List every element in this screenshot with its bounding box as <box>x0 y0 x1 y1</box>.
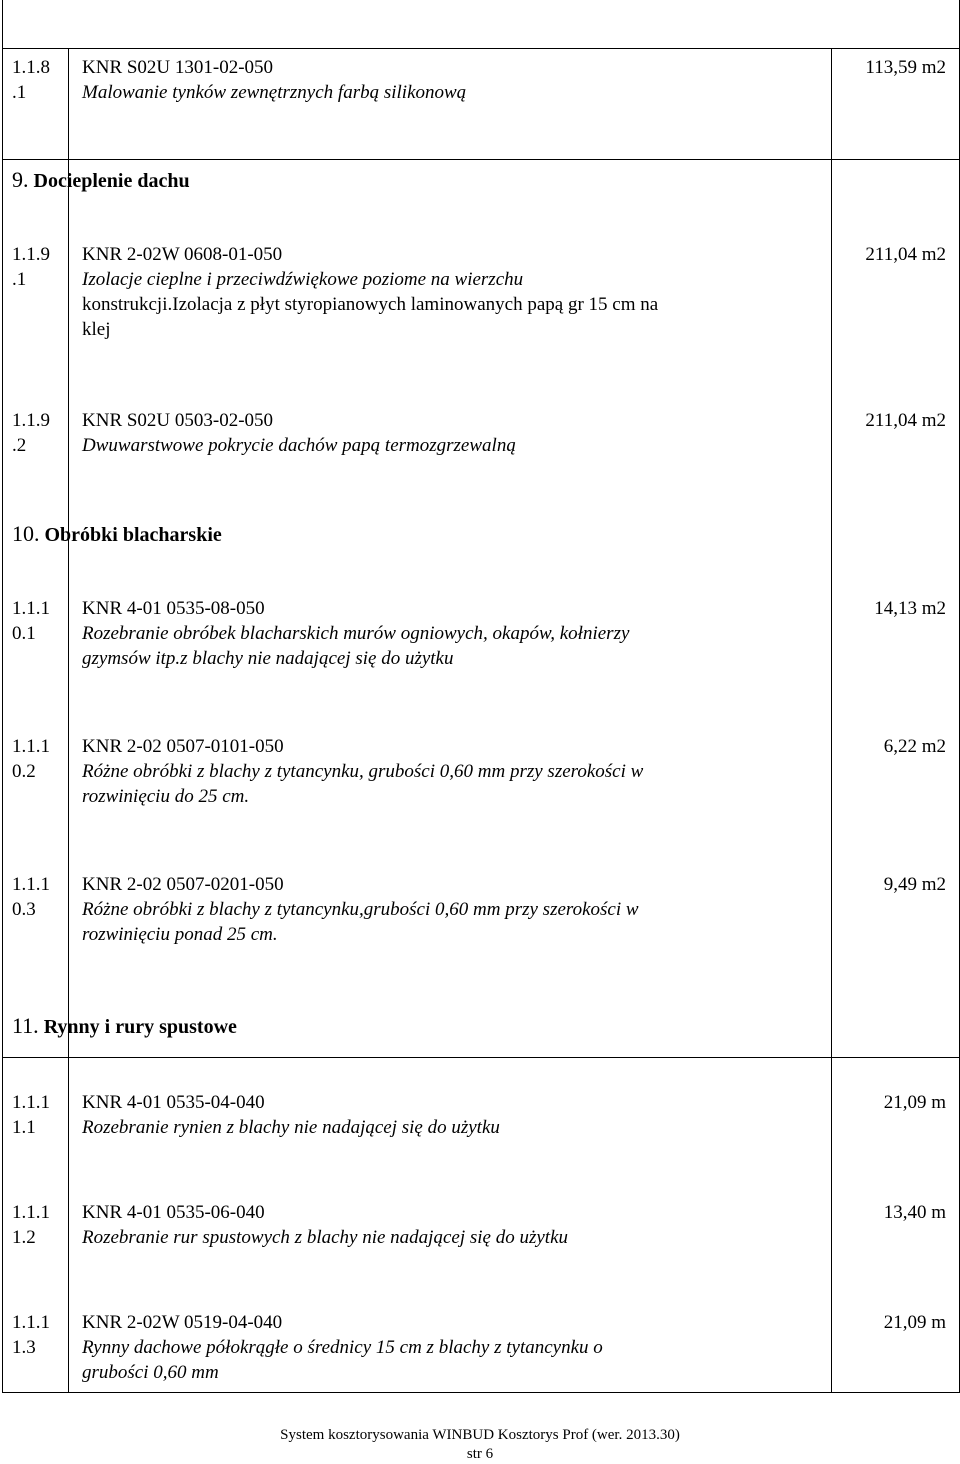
knr-code: KNR S02U 1301-02-050 <box>82 57 274 78</box>
position-quantity: 9,49 m2 <box>883 874 946 895</box>
position-quantity: 211,04 m2 <box>865 410 946 431</box>
position-number: 1.1.1 1.3 <box>12 1312 50 1358</box>
position-name: Rozebranie rur spustowych z blachy nie nadającej się do użytku <box>82 1227 569 1248</box>
position-description <box>82 242 822 342</box>
position-description <box>82 55 822 105</box>
section-heading <box>12 167 190 194</box>
position-quantity: 113,59 m2 <box>865 57 946 78</box>
position-number: 1.1.1 0.2 <box>12 736 50 782</box>
position-name: Dwuwarstwowe pokrycie dachów papą termozgrzewalną <box>82 435 516 456</box>
section-heading <box>12 1013 237 1040</box>
knr-code: KNR 2-02W 0608-01-050 <box>82 244 283 265</box>
knr-code: KNR 2-02 0507-0201-050 <box>82 874 284 895</box>
table-top-border <box>2 48 959 49</box>
position-name: Różne obróbki z blachy z tytancynku,grubości 0,60 mm przy szerokości w <box>82 899 639 920</box>
position-name-continued: rozwinięciu ponad 25 cm. <box>82 924 278 945</box>
knr-code: KNR 4-01 0535-06-040 <box>82 1202 265 1223</box>
position-description <box>82 408 822 458</box>
position-name: Rozebranie rynien z blachy nie nadającej się do użytku <box>82 1117 500 1138</box>
position-name-continued: gzymsów itp.z blachy nie nadającej się do użytku <box>82 648 454 669</box>
position-number: 1.1.1 1.2 <box>12 1202 50 1248</box>
knr-code: KNR 2-02 0507-0101-050 <box>82 736 284 757</box>
position-quantity: 21,09 m <box>883 1092 946 1113</box>
knr-code: KNR 4-01 0535-04-040 <box>82 1092 265 1113</box>
position-description <box>82 734 822 809</box>
position-description <box>82 1090 822 1140</box>
knr-code: KNR S02U 0503-02-050 <box>82 410 274 431</box>
knr-code: KNR 4-01 0535-08-050 <box>82 598 265 619</box>
position-quantity: 21,09 m <box>883 1312 946 1333</box>
position-number: 1.1.1 1.1 <box>12 1092 50 1138</box>
knr-code: KNR 2-02W 0519-04-040 <box>82 1312 283 1333</box>
section-heading <box>12 521 222 548</box>
position-quantity: 6,22 m2 <box>883 736 946 757</box>
position-number: 1.1.1 0.1 <box>12 598 50 644</box>
position-quantity: 13,40 m <box>883 1202 946 1223</box>
position-number: 1.1.8 .1 <box>12 57 50 103</box>
position-description <box>82 1310 822 1385</box>
column-divider-quantity <box>831 48 832 1392</box>
section-number: 10. <box>12 521 40 546</box>
section-title: Docieplenie dachu <box>33 170 190 192</box>
footer-system: System kosztorysowania WINBUD Kosztorys Prof (wer. 2013.30) <box>280 1427 680 1443</box>
section-number: 9. <box>12 167 29 192</box>
position-name-continued: rozwinięciu do 25 cm. <box>82 786 250 807</box>
position-quantity: 14,13 m2 <box>874 598 946 619</box>
position-name: Rynny dachowe półokrągłe o średnicy 15 cm z blachy z tytancynku o <box>82 1337 603 1358</box>
position-name-continued: grubości 0,60 mm <box>82 1362 219 1383</box>
position-name-continued: klej <box>82 319 111 340</box>
position-name: Rozebranie obróbek blacharskich murów ogniowych, okapów, kołnierzy <box>82 623 630 644</box>
position-name-continued: konstrukcji.Izolacja z płyt styropianowych laminowanych papą gr 15 cm na <box>82 294 659 315</box>
section-title: Obróbki blacharskie <box>44 524 222 546</box>
position-number: 1.1.1 0.3 <box>12 874 50 920</box>
position-name: Malowanie tynków zewnętrznych farbą silikonową <box>82 82 467 103</box>
row-divider <box>2 1057 959 1058</box>
position-name: Izolacje cieplne i przeciwdźwiękowe poziome na wierzchu <box>82 269 524 290</box>
footer-page-number: str 6 <box>466 1446 494 1462</box>
position-description <box>82 596 822 671</box>
position-name: Różne obróbki z blachy z tytancynku, grubości 0,60 mm przy szerokości w <box>82 761 644 782</box>
section-title: Rynny i rury spustowe <box>43 1016 237 1038</box>
position-number: 1.1.9 .2 <box>12 410 50 456</box>
column-divider-number <box>68 48 69 1392</box>
position-number: 1.1.9 .1 <box>12 244 50 290</box>
position-description <box>82 872 822 947</box>
position-quantity: 211,04 m2 <box>865 244 946 265</box>
section-number: 11. <box>12 1013 39 1038</box>
position-description <box>82 1200 822 1250</box>
row-divider <box>2 159 959 160</box>
estimate-table <box>2 0 960 1393</box>
